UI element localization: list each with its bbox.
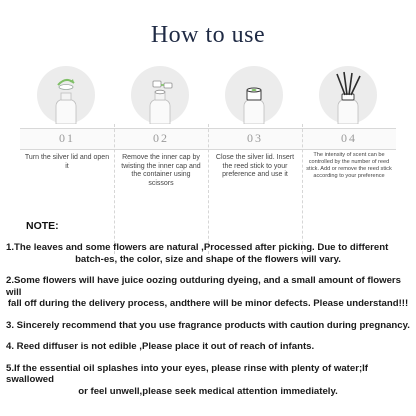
- notes-list: [6, 242, 410, 407]
- step-number: 01: [59, 131, 75, 145]
- bottle-inner-cap-icon: [131, 66, 189, 124]
- steps-panel: [20, 62, 396, 194]
- note-line: 5.If the essential oil splashes into your eyes, please rinse with plenty of water;If swallowed: [6, 362, 369, 385]
- step-number: 03: [247, 131, 263, 145]
- note-line: 3. Sincerely recommend that you use fragrance products with caution during pregnancy.: [6, 319, 410, 331]
- step-instruction: Remove the inner cap by twisting the inner cap and the container using scissors: [121, 154, 201, 187]
- step-instruction: The intensity of scent can be controlled by the number of reed stick. Add or remove the reed stick according to your preference: [306, 152, 392, 179]
- note-item: [6, 363, 410, 398]
- bottle-open-lid-icon: [37, 66, 95, 124]
- step-3: [208, 62, 302, 194]
- bottle-closed-lid-icon: [225, 66, 283, 124]
- note-item: [6, 275, 410, 310]
- note-line: 4. Reed diffuser is not edible ,Please place it out of reach of infants.: [6, 341, 315, 352]
- step-1: [20, 62, 114, 194]
- step-instruction: Close the silver lid. Insert the reed stick to your preference and use it: [215, 154, 295, 178]
- note-item: [6, 341, 410, 353]
- note-heading: NOTE:: [26, 220, 59, 232]
- step-instruction: Turn the silver lid and open it: [24, 154, 110, 170]
- note-line: 1.The leaves and some flowers are natural ,Processed after picking. Due to different: [6, 242, 389, 253]
- reed-sticks-icon: [319, 66, 377, 124]
- note-line-continued: batch-es, the color, size and shape of the flowers will vary.: [75, 253, 341, 265]
- step-4: [302, 62, 396, 194]
- note-line-continued: fall off during the delivery process, andthere will be minor defects. Please understand!!!: [7, 298, 409, 309]
- page-title: How to use: [150, 22, 266, 48]
- step-number: 02: [153, 131, 169, 145]
- note-item: [6, 242, 410, 265]
- step-2: [114, 62, 208, 194]
- note-line: 2.Some flowers will have juice oozing outduring dyeing, and a small amount of flowers will: [6, 275, 402, 298]
- note-line-continued: or feel unwell,please seek medical attention immediately.: [78, 385, 338, 397]
- note-item: [6, 320, 410, 332]
- step-number: 04: [341, 131, 357, 145]
